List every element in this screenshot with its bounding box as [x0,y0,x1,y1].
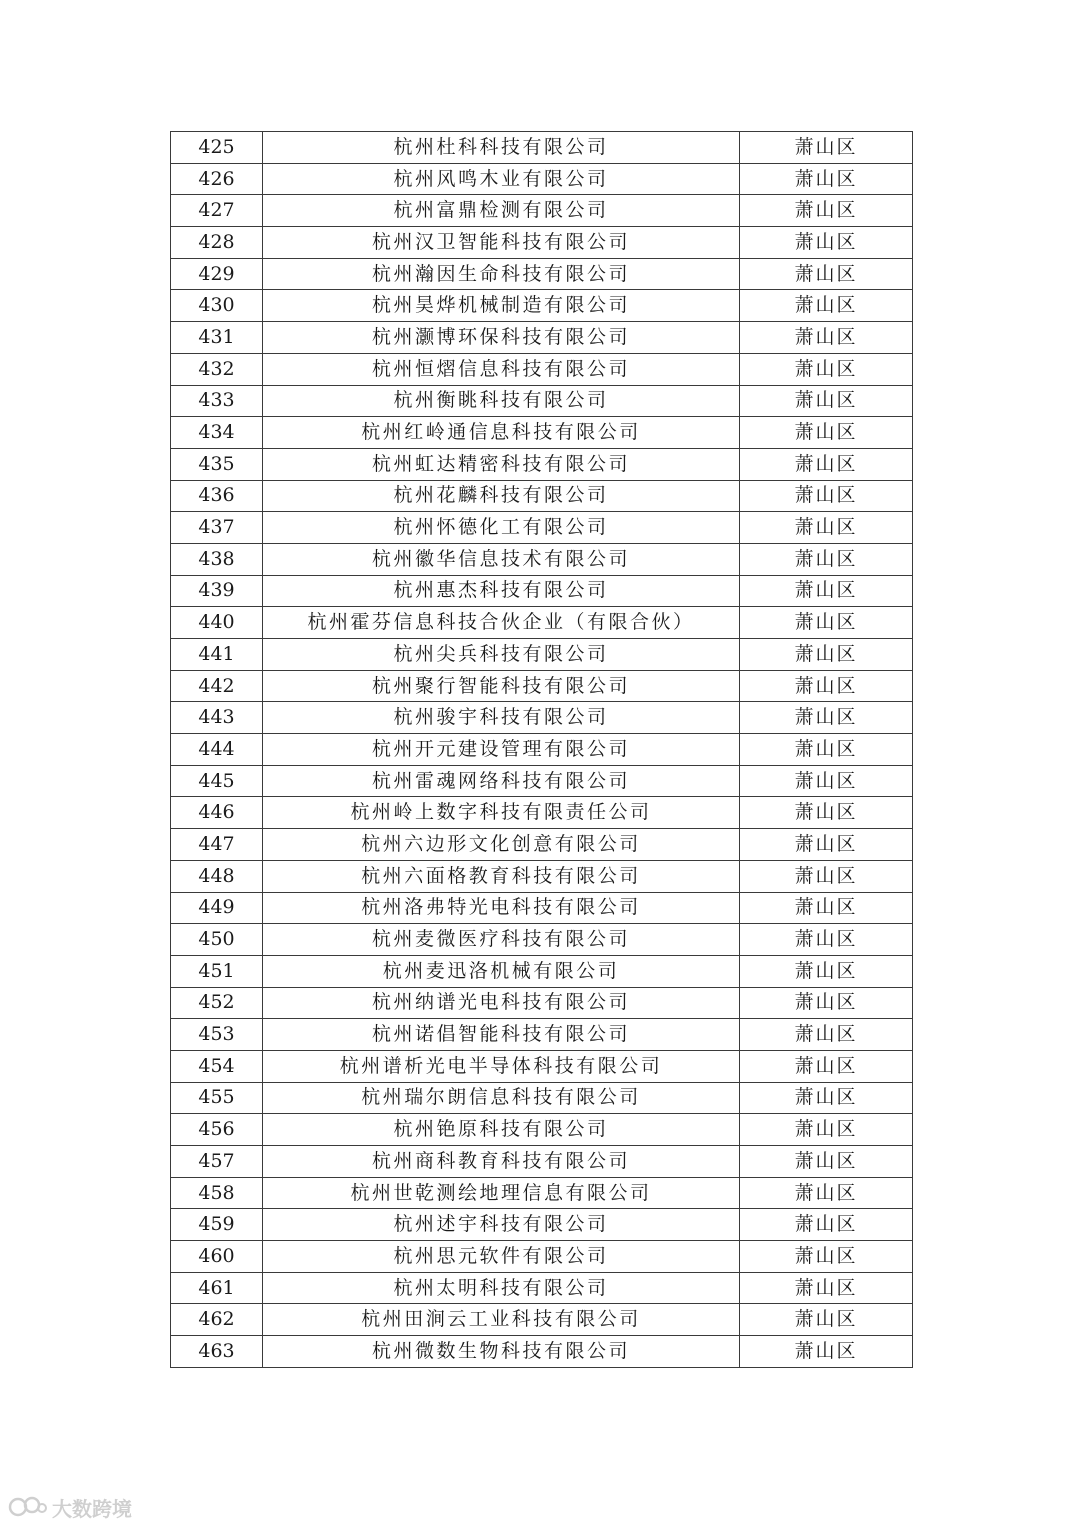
company-name: 杭州霍芬信息科技合伙企业（有限合伙） [263,607,740,639]
company-name: 杭州怀德化工有限公司 [263,512,740,544]
district-name: 萧山区 [740,1241,913,1273]
table-row [171,132,913,164]
table-row [171,955,913,987]
company-name: 杭州恒熠信息科技有限公司 [263,353,740,385]
company-name: 杭州瑞尔朗信息科技有限公司 [263,1082,740,1114]
district-name: 萧山区 [740,607,913,639]
row-number: 427 [171,195,263,227]
table-row [171,860,913,892]
table-row [171,417,913,449]
table-row [171,829,913,861]
company-name: 杭州麦微医疗科技有限公司 [263,924,740,956]
district-name: 萧山区 [740,829,913,861]
row-number: 451 [171,955,263,987]
row-number: 462 [171,1304,263,1336]
table-row [171,892,913,924]
row-number: 441 [171,639,263,671]
table-row [171,227,913,259]
district-name: 萧山区 [740,322,913,354]
company-name: 杭州田涧云工业科技有限公司 [263,1304,740,1336]
district-name: 萧山区 [740,860,913,892]
company-name: 杭州徽华信息技术有限公司 [263,543,740,575]
district-name: 萧山区 [740,1336,913,1368]
company-name: 杭州骏宇科技有限公司 [263,702,740,734]
district-name: 萧山区 [740,670,913,702]
table-row [171,607,913,639]
table-row [171,1019,913,1051]
table-row [171,512,913,544]
row-number: 443 [171,702,263,734]
district-name: 萧山区 [740,1082,913,1114]
row-number: 457 [171,1146,263,1178]
district-name: 萧山区 [740,227,913,259]
company-name: 杭州聚行智能科技有限公司 [263,670,740,702]
row-number: 453 [171,1019,263,1051]
district-name: 萧山区 [740,353,913,385]
district-name: 萧山区 [740,1304,913,1336]
row-number: 435 [171,448,263,480]
company-name: 杭州思元软件有限公司 [263,1241,740,1273]
company-name: 杭州谱析光电半导体科技有限公司 [263,1050,740,1082]
company-name: 杭州汉卫智能科技有限公司 [263,227,740,259]
company-name: 杭州洛弗特光电科技有限公司 [263,892,740,924]
table-row [171,797,913,829]
company-name: 杭州花麟科技有限公司 [263,480,740,512]
company-name: 杭州尖兵科技有限公司 [263,639,740,671]
table-row [171,353,913,385]
row-number: 436 [171,480,263,512]
row-number: 442 [171,670,263,702]
table-row [171,195,913,227]
company-name: 杭州衡眺科技有限公司 [263,385,740,417]
table-row [171,258,913,290]
district-name: 萧山区 [740,543,913,575]
table-row [171,1146,913,1178]
district-name: 萧山区 [740,987,913,1019]
district-name: 萧山区 [740,1114,913,1146]
company-name: 杭州世乾测绘地理信息有限公司 [263,1177,740,1209]
district-name: 萧山区 [740,765,913,797]
row-number: 425 [171,132,263,164]
table-row [171,1050,913,1082]
row-number: 439 [171,575,263,607]
district-name: 萧山区 [740,1050,913,1082]
district-name: 萧山区 [740,955,913,987]
row-number: 437 [171,512,263,544]
table-row [171,1177,913,1209]
company-name: 杭州岭上数字科技有限责任公司 [263,797,740,829]
row-number: 463 [171,1336,263,1368]
row-number: 432 [171,353,263,385]
company-name: 杭州太明科技有限公司 [263,1272,740,1304]
company-name: 杭州富鼎检测有限公司 [263,195,740,227]
table-row [171,1114,913,1146]
table-row [171,1272,913,1304]
row-number: 449 [171,892,263,924]
company-name: 杭州麦迅洛机械有限公司 [263,955,740,987]
company-name: 杭州杜科科技有限公司 [263,132,740,164]
table-row [171,322,913,354]
row-number: 440 [171,607,263,639]
row-number: 454 [171,1050,263,1082]
table-row [171,924,913,956]
company-name: 杭州六边形文化创意有限公司 [263,829,740,861]
company-name: 杭州述宇科技有限公司 [263,1209,740,1241]
row-number: 456 [171,1114,263,1146]
company-name: 杭州开元建设管理有限公司 [263,734,740,766]
table-row [171,765,913,797]
district-name: 萧山区 [740,639,913,671]
table-row [171,1241,913,1273]
company-list-table [170,131,913,1368]
company-name: 杭州诺倡智能科技有限公司 [263,1019,740,1051]
row-number: 452 [171,987,263,1019]
row-number: 428 [171,227,263,259]
row-number: 459 [171,1209,263,1241]
row-number: 448 [171,860,263,892]
row-number: 430 [171,290,263,322]
district-name: 萧山区 [740,512,913,544]
row-number: 461 [171,1272,263,1304]
row-number: 455 [171,1082,263,1114]
row-number: 444 [171,734,263,766]
district-name: 萧山区 [740,385,913,417]
watermark-text: 大数跨境 [52,1496,132,1521]
district-name: 萧山区 [740,797,913,829]
district-name: 萧山区 [740,480,913,512]
district-name: 萧山区 [740,195,913,227]
row-number: 429 [171,258,263,290]
district-name: 萧山区 [740,417,913,449]
district-name: 萧山区 [740,132,913,164]
table-row [171,1336,913,1368]
row-number: 458 [171,1177,263,1209]
company-name: 杭州灏博环保科技有限公司 [263,322,740,354]
district-name: 萧山区 [740,702,913,734]
district-name: 萧山区 [740,163,913,195]
table-row [171,1209,913,1241]
table-row [171,448,913,480]
row-number: 438 [171,543,263,575]
table-row [171,639,913,671]
company-name: 杭州微数生物科技有限公司 [263,1336,740,1368]
district-name: 萧山区 [740,1177,913,1209]
table-row [171,987,913,1019]
table-row [171,385,913,417]
table-row [171,290,913,322]
district-name: 萧山区 [740,1272,913,1304]
company-name: 杭州红岭通信息科技有限公司 [263,417,740,449]
row-number: 426 [171,163,263,195]
table-row [171,734,913,766]
company-name: 杭州虹达精密科技有限公司 [263,448,740,480]
company-name: 杭州瀚因生命科技有限公司 [263,258,740,290]
company-name: 杭州商科教育科技有限公司 [263,1146,740,1178]
district-name: 萧山区 [740,258,913,290]
company-name: 杭州铯原科技有限公司 [263,1114,740,1146]
table-row [171,670,913,702]
row-number: 460 [171,1241,263,1273]
watermark [8,1494,132,1520]
row-number: 433 [171,385,263,417]
district-name: 萧山区 [740,1019,913,1051]
table-row [171,575,913,607]
row-number: 447 [171,829,263,861]
district-name: 萧山区 [740,448,913,480]
district-name: 萧山区 [740,734,913,766]
company-name: 杭州昊烨机械制造有限公司 [263,290,740,322]
district-name: 萧山区 [740,290,913,322]
table-row [171,543,913,575]
company-name: 杭州雷魂网络科技有限公司 [263,765,740,797]
table-row [171,480,913,512]
district-name: 萧山区 [740,1146,913,1178]
district-name: 萧山区 [740,892,913,924]
chat-bubbles-logo-icon [8,1495,48,1519]
table-row [171,163,913,195]
district-name: 萧山区 [740,575,913,607]
company-name: 杭州纳谱光电科技有限公司 [263,987,740,1019]
district-name: 萧山区 [740,924,913,956]
district-name: 萧山区 [740,1209,913,1241]
table-row [171,702,913,734]
row-number: 450 [171,924,263,956]
table-body [171,132,913,1368]
company-name: 杭州六面格教育科技有限公司 [263,860,740,892]
row-number: 431 [171,322,263,354]
row-number: 445 [171,765,263,797]
row-number: 446 [171,797,263,829]
table-row [171,1304,913,1336]
table-row [171,1082,913,1114]
company-name: 杭州风鸣木业有限公司 [263,163,740,195]
row-number: 434 [171,417,263,449]
company-name: 杭州惠杰科技有限公司 [263,575,740,607]
